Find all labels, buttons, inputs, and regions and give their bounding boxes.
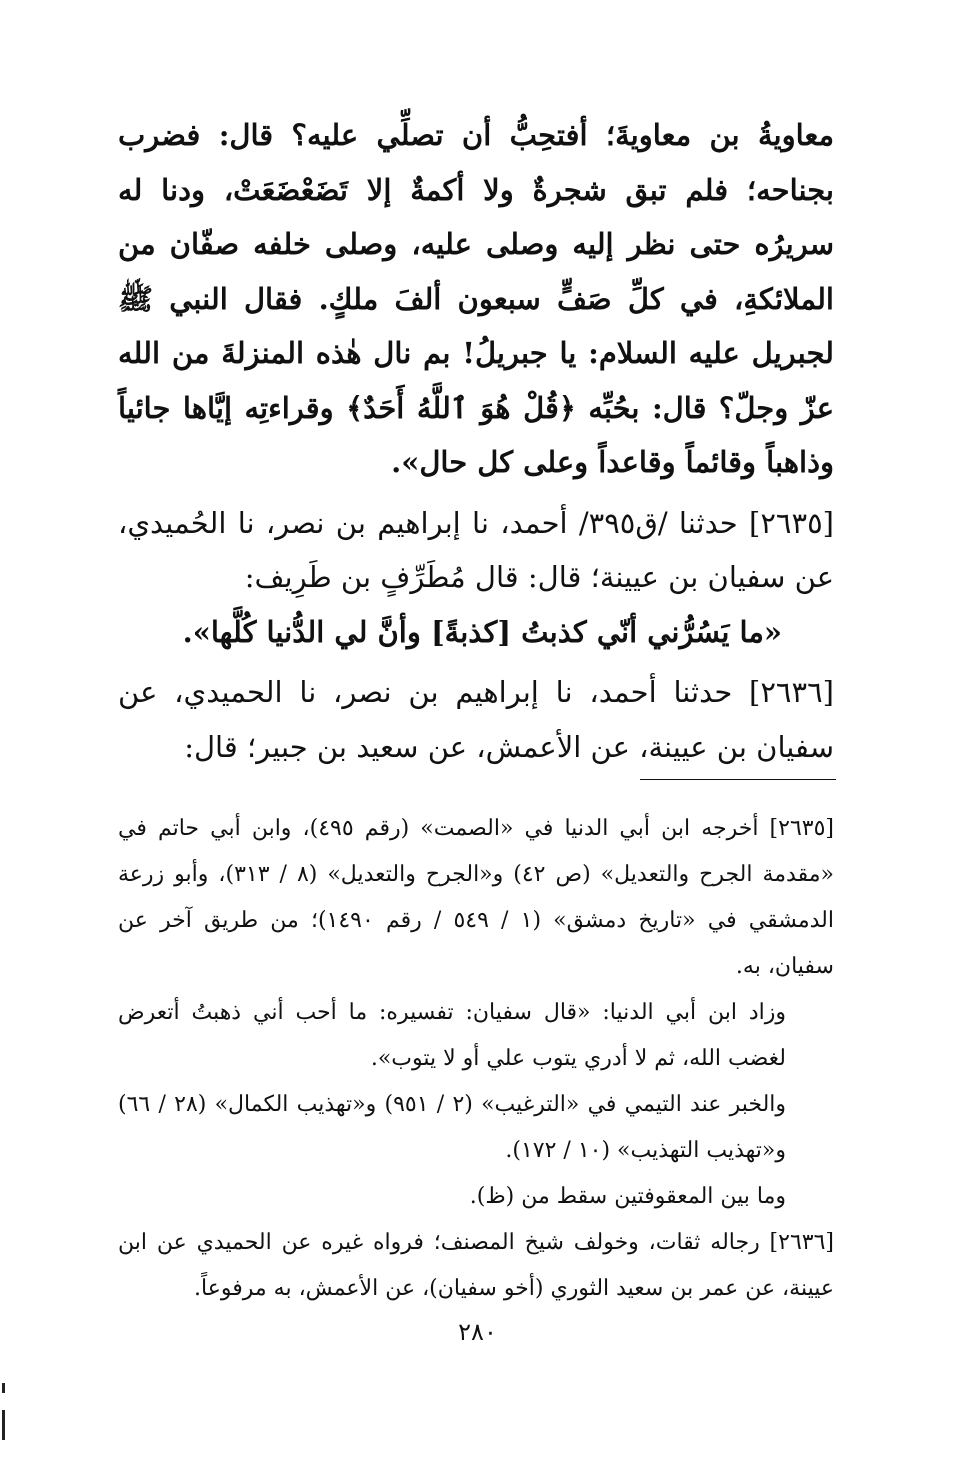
paragraph-2635-isnad: [٢٦٣٥] حدثنا /ق٣٩٥/ أحمد، نا إبراهيم بن نصر، نا الحُميدي، عن سفيان بن عيينة؛ قال: قال مُطَرِّفٍ بن طَرِيف: bbox=[118, 505, 834, 594]
footnotes bbox=[118, 806, 834, 1312]
main-text bbox=[118, 108, 834, 774]
page-number: ٢٨٠ bbox=[458, 1318, 497, 1346]
quote-2635: «ما يَسُرُّني أنّي كذبتُ [كذبةً] وأنَّ لي الدُّنيا كُلَّها». bbox=[182, 614, 782, 649]
scan-edge-mark bbox=[2, 1410, 5, 1440]
footnote-separator bbox=[640, 779, 836, 780]
paragraph-hadith-body: معاويةُ بن معاويةَ؛ أفتحِبُّ أن تصلِّي عليه؟ قال: فضرب بجناحه؛ فلم تبق شجرةٌ ولا أكمةٌ إلا تَضَعْضَعَتْ، ودنا له سريرُه حتى نظر إليه وصلى عليه، وصلى خلفه صفّان من الملائكةِ، في كلِّ صَفٍّ سبعون ألفَ ملكٍ. فقال النبي ﷺ لجبريل عليه السلام: يا جبريلُ! بم نال هٰذه المنزلةَ من الله عزّ وجلّ؟ قال: بحُبِّه ﴿قُلْ هُوَ ٱللَّهُ أَحَدٌ﴾ وقراءتِه إيَّاها جائياً وذاهباً وقائماً وقاعداً وعلى كل حال». bbox=[118, 118, 834, 479]
paragraph-2636-isnad: [٢٦٣٦] حدثنا أحمد، نا إبراهيم بن نصر، نا الحميدي، عن سفيان بن عيينة، عن الأعمش، عن سعيد بن جبير؛ قال: bbox=[118, 675, 834, 764]
footnote-2635-brackets: وما بين المعقوفتين سقط من (ظ). bbox=[469, 1184, 786, 1209]
footnote-2635-addition: وزاد ابن أبي الدنيا: «قال سفيان: تفسيره: ما أحب أني ذهبتُ أتعرض لغضب الله، ثم لا أدري يتوب علي أو لا يتوب». bbox=[118, 1000, 786, 1071]
footnote-2635: [٢٦٣٥] أخرجه ابن أبي الدنيا في «الصمت» (رقم ٤٩٥)، وابن أبي حاتم في «مقدمة الجرح والتعديل» (ص ٤٢) و«الجرح والتعديل» (٨ / ٣١٣)، وأبو زرعة الدمشقي في «تاريخ دمشق» (١ / ٥٤٩ / رقم ١٤٩٠)؛ من طريق آخر عن سفيان، به. bbox=[118, 816, 834, 979]
footnote-2636: [٢٦٣٦] رجاله ثقات، وخولف شيخ المصنف؛ فرواه غيره عن الحميدي عن ابن عيينة، عن عمر بن سعيد الثوري (أخو سفيان)، عن الأعمش، به مرفوعاً. bbox=[118, 1230, 834, 1301]
footnote-2635-sources: والخبر عند التيمي في «الترغيب» (٢ / ٩٥١) و«تهذيب الكمال» (٢٨ / ٦٦) و«تهذيب التهذيب» (١٠ / ١٧٢). bbox=[118, 1092, 787, 1163]
scan-edge-mark bbox=[2, 1383, 5, 1393]
